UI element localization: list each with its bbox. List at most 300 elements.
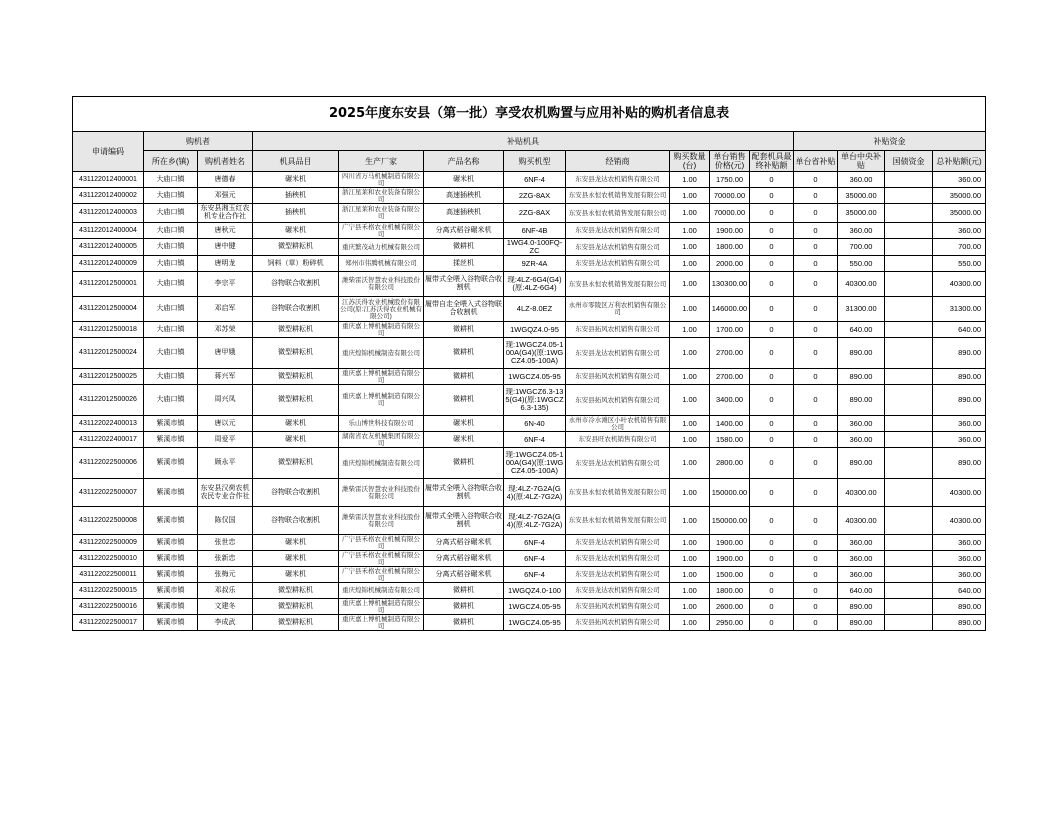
max-sub-cell: 0: [750, 256, 794, 272]
group-machine: 补贴机具: [253, 132, 794, 151]
central-sub-cell: 550.00: [838, 256, 885, 272]
prov-sub-cell: 0: [794, 432, 838, 448]
total-sub-cell: 640.00: [933, 583, 986, 599]
qty-cell: 1.00: [670, 385, 710, 416]
buyer-name-cell: 陈仅国: [198, 507, 253, 535]
central-sub-cell: 640.00: [838, 322, 885, 338]
table-row: [73, 599, 986, 615]
header-model: 购买机型: [504, 151, 566, 172]
model-cell: 6NF-4: [504, 432, 566, 448]
max-sub-cell: 0: [750, 188, 794, 204]
page-title: 2025年度东安县（第一批）享受农机购置与应用补贴的购机者信息表: [73, 97, 986, 132]
dealer-cell: 东安县拓风农机销售有限公司: [566, 369, 670, 385]
total-sub-cell: 890.00: [933, 338, 986, 369]
prov-sub-cell: 0: [794, 338, 838, 369]
total-sub-cell: 35000.00: [933, 204, 986, 223]
maker-cell: 郑州市伟腾机械有限公司: [339, 256, 424, 272]
header-dealer: 经销商: [566, 151, 670, 172]
total-sub-cell: 40300.00: [933, 272, 986, 297]
dealer-cell: 东安县龙达农机销售有限公司: [566, 551, 670, 567]
max-sub-cell: 0: [750, 297, 794, 322]
central-sub-cell: 640.00: [838, 583, 885, 599]
buyer-name-cell: 李宗平: [198, 272, 253, 297]
unit-price-cell: 2700.00: [710, 338, 750, 369]
header-central-sub: 单台中央补贴: [838, 151, 885, 172]
model-cell: 1WG4.0-100FQ-ZC: [504, 239, 566, 256]
total-sub-cell: 360.00: [933, 432, 986, 448]
total-sub-cell: 890.00: [933, 615, 986, 631]
maker-cell: 重庆嘉上博机械制造有限公司: [339, 322, 424, 338]
buyer-name-cell: 东安县湘玉红农机专业合作社: [198, 204, 253, 223]
app-no-cell: 431122012500004: [73, 297, 144, 322]
national-cell: [885, 223, 933, 239]
national-cell: [885, 567, 933, 583]
item-cell: 微型耕耘机: [253, 615, 339, 631]
app-no-cell: 431122022400017: [73, 432, 144, 448]
model-cell: 6NF-4: [504, 172, 566, 188]
table-row: [73, 416, 986, 432]
dealer-cell: 东安县龙达农机销售有限公司: [566, 583, 670, 599]
app-no-cell: 431122022500006: [73, 448, 144, 479]
model-cell: 现:4LZ-7G2A(G4)(原:4LZ-7G2A): [504, 479, 566, 507]
product-cell: 碾米机: [424, 432, 504, 448]
dealer-cell: 东安县龙达农机销售有限公司: [566, 448, 670, 479]
national-cell: [885, 322, 933, 338]
app-no-cell: 431122022400013: [73, 416, 144, 432]
item-cell: 碾米机: [253, 223, 339, 239]
central-sub-cell: 890.00: [838, 338, 885, 369]
model-cell: 1WGQZ4.0-100: [504, 583, 566, 599]
qty-cell: 1.00: [670, 188, 710, 204]
qty-cell: 1.00: [670, 551, 710, 567]
max-sub-cell: 0: [750, 204, 794, 223]
app-no-cell: 431122012400005: [73, 239, 144, 256]
town-cell: 紫溪市镇: [144, 507, 198, 535]
product-cell: 微耕机: [424, 322, 504, 338]
qty-cell: 1.00: [670, 204, 710, 223]
app-no-cell: 431122022500017: [73, 615, 144, 631]
product-cell: 碾米机: [424, 172, 504, 188]
unit-price-cell: 70000.00: [710, 204, 750, 223]
table-row: [73, 535, 986, 551]
header-prov-sub: 单台省补贴: [794, 151, 838, 172]
table-row: [73, 448, 986, 479]
dealer-cell: 东安县永恒农机销售发展有限公司: [566, 204, 670, 223]
prov-sub-cell: 0: [794, 272, 838, 297]
unit-price-cell: 130300.00: [710, 272, 750, 297]
prov-sub-cell: 0: [794, 172, 838, 188]
maker-cell: 重庆嘉上博机械制造有限公司: [339, 615, 424, 631]
town-cell: 大庙口镇: [144, 239, 198, 256]
national-cell: [885, 338, 933, 369]
table-row: [73, 615, 986, 631]
item-cell: 插秧机: [253, 188, 339, 204]
central-sub-cell: 35000.00: [838, 188, 885, 204]
buyer-name-cell: 唐秋元: [198, 223, 253, 239]
town-cell: 大庙口镇: [144, 322, 198, 338]
item-cell: 微型耕耘机: [253, 583, 339, 599]
buyer-name-cell: 东安县汉荷农机农民专业合作社: [198, 479, 253, 507]
qty-cell: 1.00: [670, 615, 710, 631]
central-sub-cell: 360.00: [838, 223, 885, 239]
total-sub-cell: 35000.00: [933, 188, 986, 204]
total-sub-cell: 640.00: [933, 322, 986, 338]
buyer-name-cell: 唐以元: [198, 416, 253, 432]
model-cell: 2ZG-8AX: [504, 188, 566, 204]
max-sub-cell: 0: [750, 239, 794, 256]
unit-price-cell: 1800.00: [710, 239, 750, 256]
max-sub-cell: 0: [750, 567, 794, 583]
town-cell: 紫溪市镇: [144, 599, 198, 615]
qty-cell: 1.00: [670, 432, 710, 448]
prov-sub-cell: 0: [794, 416, 838, 432]
central-sub-cell: 31300.00: [838, 297, 885, 322]
maker-cell: 四川省万马机械制造有限公司: [339, 172, 424, 188]
buyer-name-cell: 李成武: [198, 615, 253, 631]
dealer-cell: 东安县龙达农机销售有限公司: [566, 172, 670, 188]
maker-cell: 湖南省农友机械集团有限公司: [339, 432, 424, 448]
town-cell: 大庙口镇: [144, 172, 198, 188]
buyer-name-cell: 张新忠: [198, 551, 253, 567]
central-sub-cell: 360.00: [838, 551, 885, 567]
max-sub-cell: 0: [750, 432, 794, 448]
header-national: 国债资金: [885, 151, 933, 172]
model-cell: 2ZG-8AX: [504, 204, 566, 223]
model-cell: 6NF-4B: [504, 223, 566, 239]
national-cell: [885, 615, 933, 631]
maker-cell: 广宁县禾格农业机械有限公司: [339, 223, 424, 239]
prov-sub-cell: 0: [794, 479, 838, 507]
national-cell: [885, 239, 933, 256]
unit-price-cell: 1900.00: [710, 535, 750, 551]
town-cell: 紫溪市镇: [144, 615, 198, 631]
national-cell: [885, 416, 933, 432]
item-cell: 碾米机: [253, 535, 339, 551]
product-cell: 微耕机: [424, 338, 504, 369]
table-row: [73, 369, 986, 385]
app-no-cell: 431122012500024: [73, 338, 144, 369]
buyer-name-cell: 唐明龙: [198, 256, 253, 272]
maker-cell: 广宁县禾格农业机械有限公司: [339, 535, 424, 551]
dealer-cell: 东安县拓风农机销售有限公司: [566, 322, 670, 338]
prov-sub-cell: 0: [794, 322, 838, 338]
table-row: [73, 223, 986, 239]
town-cell: 紫溪市镇: [144, 448, 198, 479]
header-town: 所在乡(镇): [144, 151, 198, 172]
unit-price-cell: 1700.00: [710, 322, 750, 338]
table-row: [73, 239, 986, 256]
app-no-cell: 431122012400002: [73, 188, 144, 204]
maker-cell: 浙江星莱和农业装备有限公司: [339, 188, 424, 204]
table-body: [73, 172, 986, 631]
header-unit-price: 单台销售价格(元): [710, 151, 750, 172]
national-cell: [885, 448, 933, 479]
town-cell: 紫溪市镇: [144, 416, 198, 432]
max-sub-cell: 0: [750, 172, 794, 188]
total-sub-cell: 700.00: [933, 239, 986, 256]
town-cell: 大庙口镇: [144, 272, 198, 297]
national-cell: [885, 432, 933, 448]
prov-sub-cell: 0: [794, 551, 838, 567]
unit-price-cell: 2950.00: [710, 615, 750, 631]
central-sub-cell: 890.00: [838, 369, 885, 385]
model-cell: 1WGCZ4.05-95: [504, 599, 566, 615]
national-cell: [885, 583, 933, 599]
max-sub-cell: 0: [750, 535, 794, 551]
total-sub-cell: 890.00: [933, 385, 986, 416]
header-buyer-name: 购机者姓名: [198, 151, 253, 172]
app-no-cell: 431122022500015: [73, 583, 144, 599]
central-sub-cell: 890.00: [838, 385, 885, 416]
app-no-cell: 431122012400004: [73, 223, 144, 239]
qty-cell: 1.00: [670, 535, 710, 551]
town-cell: 大庙口镇: [144, 297, 198, 322]
prov-sub-cell: 0: [794, 239, 838, 256]
unit-price-cell: 1900.00: [710, 223, 750, 239]
table-row: [73, 322, 986, 338]
app-no-cell: 431122012500026: [73, 385, 144, 416]
maker-cell: 广宁县禾格农业机械有限公司: [339, 567, 424, 583]
unit-price-cell: 1750.00: [710, 172, 750, 188]
item-cell: 微型耕耘机: [253, 369, 339, 385]
max-sub-cell: 0: [750, 338, 794, 369]
buyer-name-cell: 邓叔乐: [198, 583, 253, 599]
product-cell: 微耕机: [424, 385, 504, 416]
qty-cell: 1.00: [670, 256, 710, 272]
item-cell: 谷物联合收割机: [253, 297, 339, 322]
unit-price-cell: 3400.00: [710, 385, 750, 416]
buyer-name-cell: 邓强元: [198, 188, 253, 204]
max-sub-cell: 0: [750, 448, 794, 479]
unit-price-cell: 1580.00: [710, 432, 750, 448]
product-cell: 微耕机: [424, 599, 504, 615]
central-sub-cell: 40300.00: [838, 272, 885, 297]
prov-sub-cell: 0: [794, 615, 838, 631]
total-sub-cell: 360.00: [933, 567, 986, 583]
product-cell: 履带式全喂入谷物联合收割机: [424, 507, 504, 535]
model-cell: 1WGCZ4.05-95: [504, 615, 566, 631]
town-cell: 大庙口镇: [144, 188, 198, 204]
table-row: [73, 567, 986, 583]
national-cell: [885, 297, 933, 322]
item-cell: 微型耕耘机: [253, 448, 339, 479]
group-buyer: 购机者: [144, 132, 253, 151]
item-cell: 微型耕耘机: [253, 599, 339, 615]
model-cell: 现:1WGCZ6.3-135(G4)(原:1WGCZ6.3-135): [504, 385, 566, 416]
town-cell: 紫溪市镇: [144, 583, 198, 599]
model-cell: 1WGCZ4.05-95: [504, 369, 566, 385]
total-sub-cell: 360.00: [933, 551, 986, 567]
product-cell: 分离式稻谷碾米机: [424, 223, 504, 239]
app-no-cell: 431122022500007: [73, 479, 144, 507]
maker-cell: 潍柴雷沃智慧农业科技股份有限公司: [339, 272, 424, 297]
model-cell: 1WGQZ4.0-95: [504, 322, 566, 338]
qty-cell: 1.00: [670, 223, 710, 239]
app-no-cell: 431122022500008: [73, 507, 144, 535]
national-cell: [885, 256, 933, 272]
dealer-cell: 东安县龙达农机销售有限公司: [566, 567, 670, 583]
national-cell: [885, 479, 933, 507]
unit-price-cell: 2000.00: [710, 256, 750, 272]
prov-sub-cell: 0: [794, 204, 838, 223]
max-sub-cell: 0: [750, 272, 794, 297]
national-cell: [885, 551, 933, 567]
buyer-name-cell: 张梅元: [198, 567, 253, 583]
max-sub-cell: 0: [750, 615, 794, 631]
app-no-cell: 431122022500009: [73, 535, 144, 551]
town-cell: 大庙口镇: [144, 256, 198, 272]
app-no-cell: 431122012500025: [73, 369, 144, 385]
prov-sub-cell: 0: [794, 223, 838, 239]
header-qty: 购买数量(台): [670, 151, 710, 172]
central-sub-cell: 700.00: [838, 239, 885, 256]
model-cell: 6NF-4: [504, 551, 566, 567]
buyer-name-cell: 周兴凤: [198, 385, 253, 416]
dealer-cell: 东安县拓风农机销售有限公司: [566, 615, 670, 631]
table-row: [73, 272, 986, 297]
item-cell: 微型耕耘机: [253, 385, 339, 416]
buyer-name-cell: 邓苏荣: [198, 322, 253, 338]
dealer-cell: 东安县龙达农机销售有限公司: [566, 535, 670, 551]
app-no-cell: 431122012400003: [73, 204, 144, 223]
unit-price-cell: 150000.00: [710, 507, 750, 535]
prov-sub-cell: 0: [794, 583, 838, 599]
table-row: [73, 479, 986, 507]
header-item: 机具品目: [253, 151, 339, 172]
unit-price-cell: 70000.00: [710, 188, 750, 204]
maker-cell: 广宁县禾格农业机械有限公司: [339, 551, 424, 567]
model-cell: 6NF-4: [504, 535, 566, 551]
app-no-cell: 431122012500001: [73, 272, 144, 297]
app-no-cell: 431122022500010: [73, 551, 144, 567]
product-cell: 微耕机: [424, 583, 504, 599]
buyer-name-cell: 文建冬: [198, 599, 253, 615]
national-cell: [885, 535, 933, 551]
product-cell: 微耕机: [424, 615, 504, 631]
maker-cell: 浙江星莱和农业装备有限公司: [339, 204, 424, 223]
maker-cell: 重庆嘉上博机械制造有限公司: [339, 599, 424, 615]
maker-cell: 重庆繁茂动力机械有限公司: [339, 239, 424, 256]
total-sub-cell: 360.00: [933, 535, 986, 551]
max-sub-cell: 0: [750, 507, 794, 535]
qty-cell: 1.00: [670, 448, 710, 479]
item-cell: 碾米机: [253, 432, 339, 448]
qty-cell: 1.00: [670, 507, 710, 535]
product-cell: 微耕机: [424, 369, 504, 385]
prov-sub-cell: 0: [794, 256, 838, 272]
prov-sub-cell: 0: [794, 385, 838, 416]
dealer-cell: 东安县永恒农机销售发展有限公司: [566, 479, 670, 507]
national-cell: [885, 385, 933, 416]
buyer-name-cell: 唐德春: [198, 172, 253, 188]
maker-cell: 潍柴雷沃智慧农业科技股份有限公司: [339, 479, 424, 507]
dealer-cell: 东安县永恒农机销售发展有限公司: [566, 507, 670, 535]
app-no-cell: 431122022500016: [73, 599, 144, 615]
prov-sub-cell: 0: [794, 507, 838, 535]
prov-sub-cell: 0: [794, 535, 838, 551]
town-cell: 大庙口镇: [144, 204, 198, 223]
qty-cell: 1.00: [670, 416, 710, 432]
header-product: 产品名称: [424, 151, 504, 172]
model-cell: 4LZ-8.0EZ: [504, 297, 566, 322]
table-row: [73, 551, 986, 567]
item-cell: 微型耕耘机: [253, 338, 339, 369]
national-cell: [885, 188, 933, 204]
max-sub-cell: 0: [750, 322, 794, 338]
unit-price-cell: 2600.00: [710, 599, 750, 615]
qty-cell: 1.00: [670, 322, 710, 338]
maker-cell: 重庆煌锦机械制造有限公司: [339, 338, 424, 369]
total-sub-cell: 890.00: [933, 448, 986, 479]
qty-cell: 1.00: [670, 599, 710, 615]
qty-cell: 1.00: [670, 583, 710, 599]
maker-cell: 重庆嘉上博机械制造有限公司: [339, 385, 424, 416]
national-cell: [885, 599, 933, 615]
model-cell: 现:1WGCZ4.05-100A(G4)(原:1WGCZ4.05-100A): [504, 338, 566, 369]
dealer-cell: 东安县永恒农机销售发展有限公司: [566, 272, 670, 297]
total-sub-cell: 550.00: [933, 256, 986, 272]
town-cell: 大庙口镇: [144, 385, 198, 416]
model-cell: 现:4LZ-7G2A(G4)(原:4LZ-7G2A): [504, 507, 566, 535]
unit-price-cell: 2800.00: [710, 448, 750, 479]
town-cell: 大庙口镇: [144, 338, 198, 369]
product-cell: 分离式稻谷碾米机: [424, 551, 504, 567]
central-sub-cell: 890.00: [838, 448, 885, 479]
central-sub-cell: 360.00: [838, 172, 885, 188]
buyer-name-cell: 唐中键: [198, 239, 253, 256]
item-cell: 碾米机: [253, 551, 339, 567]
dealer-cell: 东安县旺农机销售有限公司: [566, 432, 670, 448]
buyer-name-cell: 唐甲娥: [198, 338, 253, 369]
town-cell: 紫溪市镇: [144, 567, 198, 583]
total-sub-cell: 360.00: [933, 172, 986, 188]
max-sub-cell: 0: [750, 223, 794, 239]
central-sub-cell: 35000.00: [838, 204, 885, 223]
item-cell: 碾米机: [253, 416, 339, 432]
max-sub-cell: 0: [750, 599, 794, 615]
total-sub-cell: 40300.00: [933, 479, 986, 507]
prov-sub-cell: 0: [794, 369, 838, 385]
dealer-cell: 东安县龙达农机销售有限公司: [566, 256, 670, 272]
model-cell: 现:1WGCZ4.05-100A(G4)(原:1WGCZ4.05-100A): [504, 448, 566, 479]
group-funds: 补贴资金: [794, 132, 986, 151]
product-cell: 履带式全喂入谷物联合收割机: [424, 479, 504, 507]
table-row: [73, 188, 986, 204]
table-row: [73, 385, 986, 416]
national-cell: [885, 272, 933, 297]
product-cell: 微耕机: [424, 239, 504, 256]
header-max-sub: 配套机具最终补贴额: [751, 152, 792, 170]
maker-cell: 乐山博世科技有限公司: [339, 416, 424, 432]
app-no-cell: 431122022500011: [73, 567, 144, 583]
unit-price-cell: 150000.00: [710, 479, 750, 507]
max-sub-cell: 0: [750, 385, 794, 416]
dealer-cell: 东安县永恒农机销售发展有限公司: [566, 188, 670, 204]
total-sub-cell: 360.00: [933, 416, 986, 432]
app-no-cell: 431122012400009: [73, 256, 144, 272]
maker-cell: 重庆煌锦机械制造有限公司: [339, 448, 424, 479]
max-sub-cell: 0: [750, 479, 794, 507]
header-app-no: 申请编码: [73, 132, 144, 172]
product-cell: 揉丝机: [424, 256, 504, 272]
prov-sub-cell: 0: [794, 599, 838, 615]
prov-sub-cell: 0: [794, 448, 838, 479]
central-sub-cell: 890.00: [838, 615, 885, 631]
total-sub-cell: 40300.00: [933, 507, 986, 535]
town-cell: 大庙口镇: [144, 223, 198, 239]
prov-sub-cell: 0: [794, 297, 838, 322]
table-row: [73, 297, 986, 322]
